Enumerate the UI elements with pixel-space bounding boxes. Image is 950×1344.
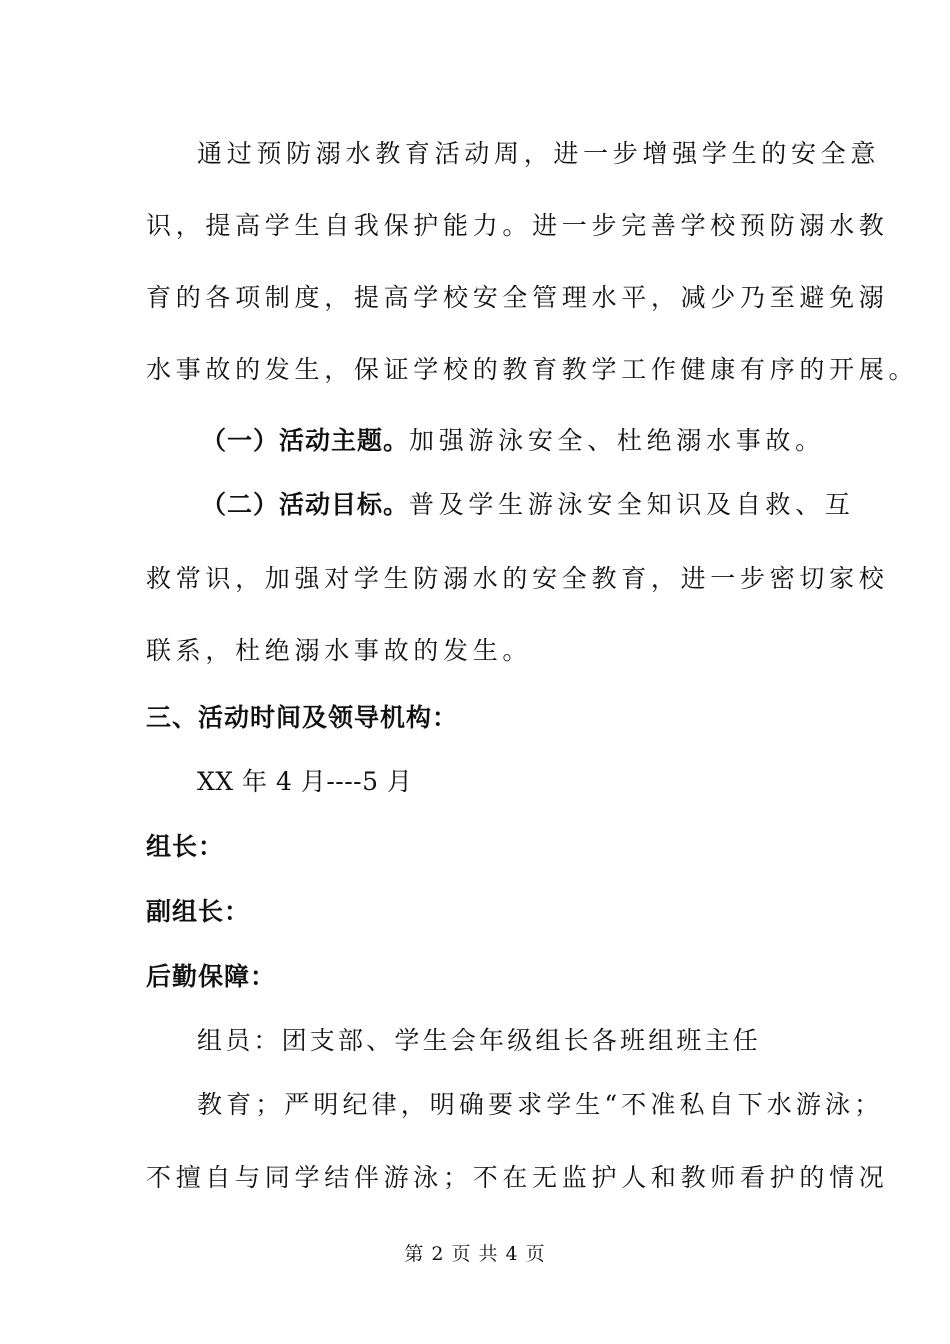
paragraph-line: 水事故的发生，保证学校的教育教学工作健康有序的开展。 bbox=[146, 355, 919, 384]
date-range: XX 年 4 月----5 月 bbox=[197, 767, 413, 796]
paragraph-line: 救常识，加强对学生防溺水的安全教育，进一步密切家校 bbox=[146, 564, 889, 593]
logistics-label: 后勤保障： bbox=[146, 962, 277, 991]
deputy-leader-label: 副组长： bbox=[146, 897, 251, 926]
paragraph-line: 通过预防溺水教育活动周，进一步增强学生的安全意 bbox=[197, 139, 881, 168]
paragraph-line: 联系，杜绝溺水事故的发生。 bbox=[146, 636, 533, 665]
item-label: （一）活动主题。 bbox=[201, 426, 410, 455]
activity-theme-item bbox=[201, 425, 825, 457]
item-text: 加强游泳安全、杜绝溺水事故。 bbox=[409, 426, 825, 455]
paragraph-line: 教育；严明纪律，明确要求学生“不准私自下水游泳； bbox=[197, 1090, 884, 1119]
activity-goal-item bbox=[201, 489, 855, 521]
item-text: 普及学生游泳安全知识及自救、互 bbox=[409, 490, 855, 519]
item-label: （二）活动目标。 bbox=[201, 490, 410, 519]
paragraph-line: 识，提高学生自我保护能力。进一步完善学校预防溺水教 bbox=[146, 211, 889, 240]
members-line: 组员：团支部、学生会年级组长各班组班主任 bbox=[197, 1026, 762, 1055]
section-heading: 三、活动时间及领导机构： bbox=[146, 703, 459, 732]
paragraph-line: 育的各项制度，提高学校安全管理水平，减少乃至避免溺 bbox=[146, 283, 889, 312]
leader-label: 组长： bbox=[146, 832, 225, 861]
page-footer: 第 2 页 共 4 页 bbox=[404, 1243, 546, 1265]
paragraph-line: 不擅自与同学结伴游泳；不在无监护人和教师看护的情况 bbox=[146, 1163, 889, 1192]
